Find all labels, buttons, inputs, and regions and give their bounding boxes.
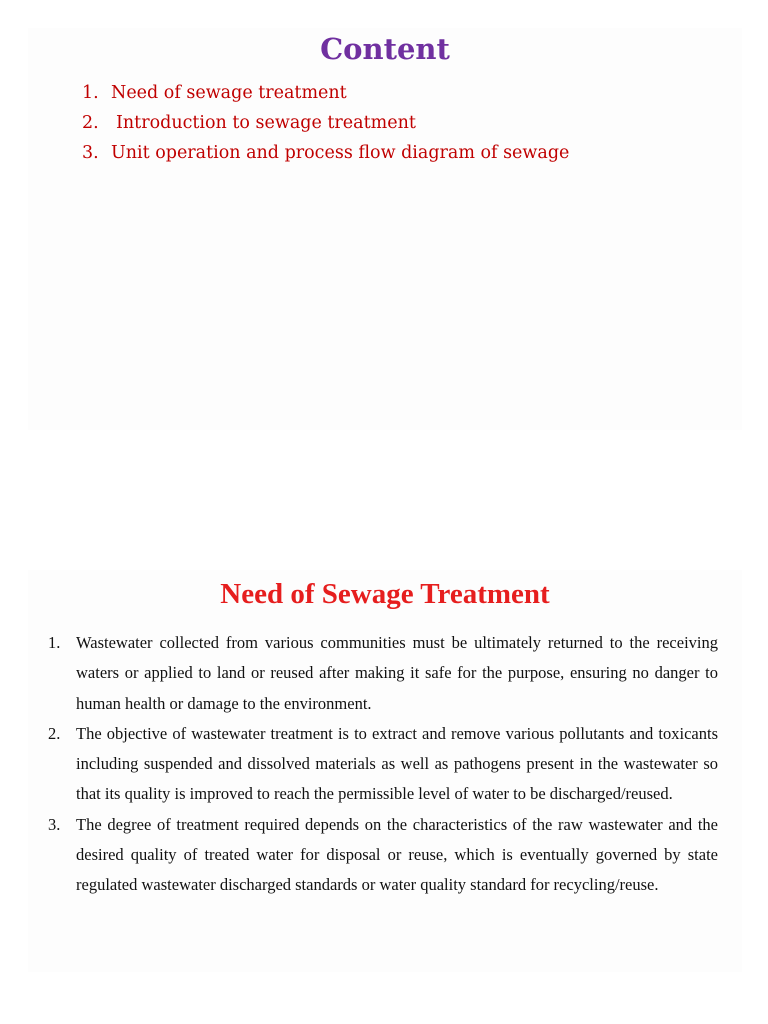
- need-item: [48, 810, 718, 901]
- need-item-text: The degree of treatment required depends on the characteristics of the raw wastewater and the desired quality of treated water for disposal or reuse, which is eventually governed by state regulated wastewater discharged standards or water quality standard for recycling/reuse.: [76, 814, 718, 895]
- need-item-number: 3.: [48, 814, 61, 834]
- content-item-text: Unit operation and process flow diagram of sewage: [111, 143, 570, 163]
- content-title: Content: [320, 32, 450, 66]
- need-item-number: 1.: [48, 633, 61, 652]
- need-item-text: The objective of wastewater treatment is to extract and remove various pollutants and toxicants including suspended and dissolved materials as well as pathogens present in the wastewater so that its quality is improved to reach the permissible level of water to be discharged/reused.: [76, 723, 718, 804]
- content-item-text: Need of sewage treatment: [111, 83, 347, 103]
- content-item-number: 3.: [82, 143, 99, 163]
- need-list: [48, 628, 718, 901]
- need-item-text: Wastewater collected from various communities must be ultimately returned to the receiving waters or applied to land or reused after making it safe for the purpose, ensuring no danger to human health or damage to the environment.: [76, 633, 718, 713]
- content-item-text: Introduction to sewage treatment: [116, 113, 416, 133]
- content-item-number: 2.: [82, 113, 99, 133]
- content-list: [82, 78, 569, 168]
- need-slide: [28, 570, 742, 972]
- content-item: [82, 108, 569, 138]
- content-slide: [28, 28, 742, 430]
- need-item: [48, 719, 718, 810]
- need-item: [48, 628, 718, 719]
- content-item: [82, 138, 569, 168]
- need-item-number: 2.: [48, 723, 61, 743]
- content-item: [82, 78, 569, 108]
- need-title: Need of Sewage Treatment: [220, 578, 550, 610]
- content-item-number: 1.: [82, 83, 99, 103]
